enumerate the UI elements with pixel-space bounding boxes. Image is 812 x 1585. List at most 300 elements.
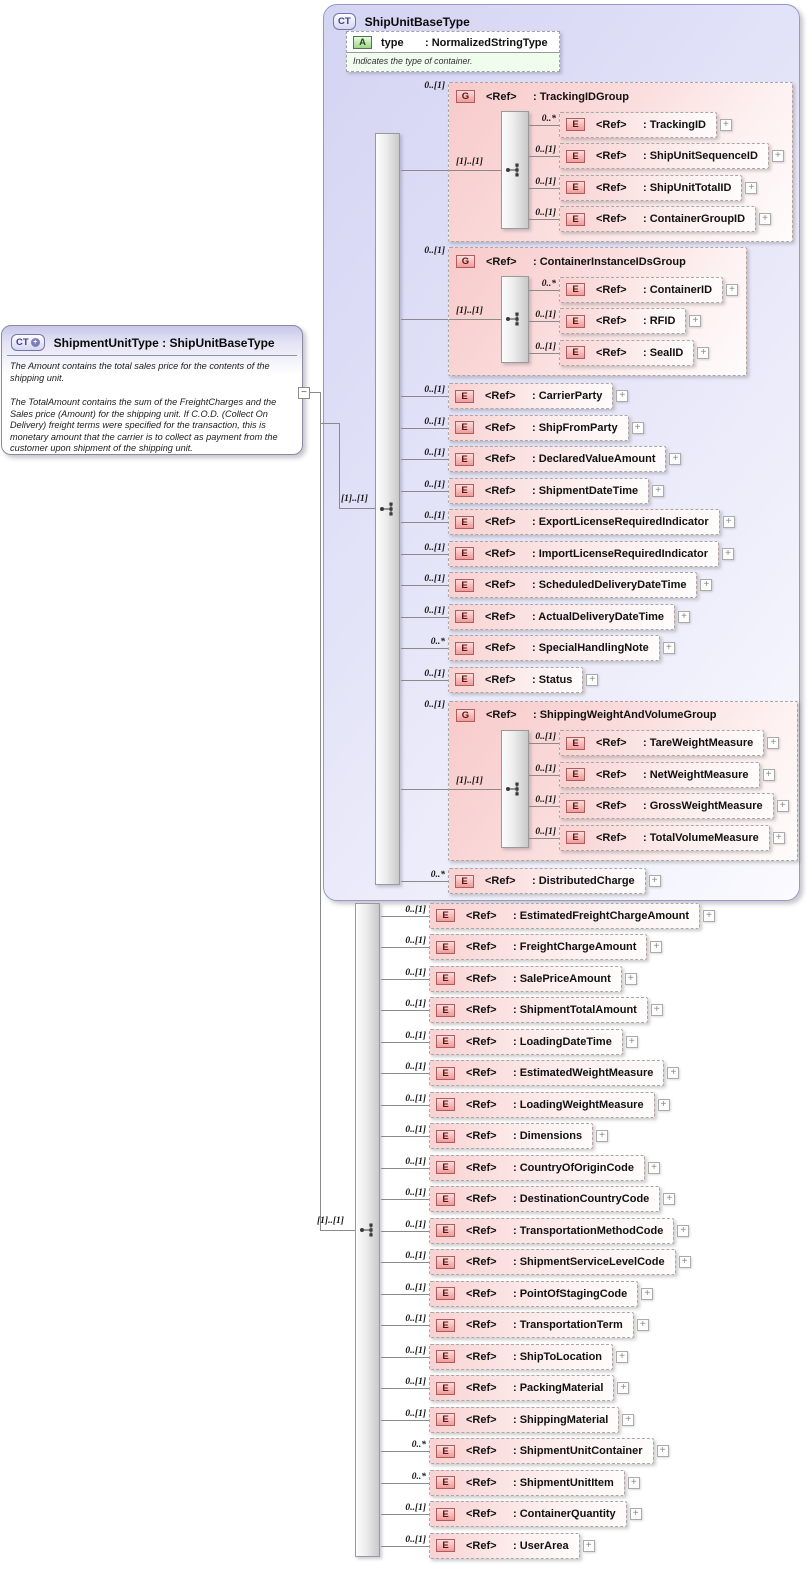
element-box[interactable] <box>559 308 686 334</box>
connector-line <box>529 822 559 854</box>
expand-icon[interactable]: + <box>641 1288 653 1300</box>
cardinality-label: 0..[1] <box>405 936 426 947</box>
group-badge: G <box>456 90 475 103</box>
element-row <box>401 444 805 476</box>
expand-icon[interactable]: + <box>617 1382 629 1394</box>
connector-line <box>529 274 559 306</box>
element-row <box>381 1373 812 1405</box>
sequence-bar <box>501 730 529 848</box>
connector-line <box>381 1215 429 1247</box>
element-name: : EstimatedWeightMeasure <box>513 1067 654 1080</box>
element-badge: E <box>436 1508 455 1521</box>
ref-label: <Ref> <box>466 1319 497 1332</box>
element-badge: E <box>566 800 585 813</box>
ref-label: <Ref> <box>596 315 627 328</box>
cardinality-label: 0..[1] <box>535 763 556 774</box>
element-badge: E <box>566 768 585 781</box>
element-badge: E <box>436 1413 455 1426</box>
expand-icon[interactable]: + <box>657 1445 669 1457</box>
sequence-bar <box>355 903 380 1557</box>
expand-icon[interactable]: + <box>663 642 675 654</box>
cardinality-label: 0..* <box>411 1440 426 1451</box>
group-row <box>401 247 805 376</box>
expand-icon[interactable]: + <box>649 875 661 887</box>
cardinality-label: 0..[1] <box>535 341 556 352</box>
cardinality-label: 0..[1] <box>424 668 445 679</box>
element-badge: E <box>455 673 474 686</box>
ref-label: <Ref> <box>485 421 516 434</box>
expand-icon[interactable]: + <box>632 422 644 434</box>
element-box[interactable] <box>429 934 647 960</box>
ref-label: <Ref> <box>486 709 517 721</box>
ref-label: <Ref> <box>466 1508 497 1521</box>
cardinality-label: 0..[1] <box>405 1156 426 1167</box>
cardinality-label: 0..[1] <box>424 416 445 427</box>
element-row <box>529 141 784 173</box>
ref-label: <Ref> <box>466 1476 497 1489</box>
expand-icon[interactable]: + <box>759 213 771 225</box>
cardinality-label: 0..[1] <box>405 1251 426 1262</box>
connector-line <box>401 570 448 602</box>
cardinality-label: 0..[1] <box>405 1503 426 1514</box>
element-row <box>401 507 805 539</box>
connector-line <box>401 538 448 570</box>
cardinality-label: 0..[1] <box>405 1219 426 1230</box>
cardinality-label: [1]..[1] <box>456 306 483 317</box>
connector-line <box>381 1247 429 1279</box>
cardinality-label: 0..[1] <box>405 1408 426 1419</box>
connector-line <box>401 247 448 376</box>
attribute-badge: A <box>353 36 372 49</box>
expand-icon[interactable]: + <box>586 674 598 686</box>
element-name: : ShippingMaterial <box>513 1413 609 1426</box>
connector-line <box>529 728 559 760</box>
element-name: : ExportLicenseRequiredIndicator <box>532 516 709 529</box>
element-box[interactable] <box>429 1123 593 1149</box>
element-badge: E <box>436 1319 455 1332</box>
cardinality-label: 0..[1] <box>405 967 426 978</box>
ref-label: <Ref> <box>596 800 627 813</box>
element-name: : LoadingWeightMeasure <box>513 1098 644 1111</box>
expand-icon[interactable]: + <box>622 1414 634 1426</box>
element-row <box>381 1089 812 1121</box>
expand-icon[interactable]: + <box>616 390 628 402</box>
connector-line <box>381 1058 429 1090</box>
element-box[interactable] <box>559 277 723 303</box>
element-box[interactable] <box>559 143 769 169</box>
element-name: : TrackingID <box>643 118 706 131</box>
ref-label: <Ref> <box>485 579 516 592</box>
expand-icon[interactable]: + <box>726 284 738 296</box>
expand-icon[interactable]: + <box>626 1036 638 1048</box>
cardinality-label: [1]..[1] <box>456 157 483 167</box>
element-name: : ShipmentUnitItem <box>513 1476 614 1489</box>
element-box[interactable] <box>448 635 660 661</box>
expand-icon[interactable]: + <box>679 1256 691 1268</box>
ref-label: <Ref> <box>596 118 627 131</box>
cardinality-label: 0..[1] <box>424 479 445 490</box>
element-name: : ShipFromParty <box>532 421 618 434</box>
cardinality-label: 0..[1] <box>535 176 556 187</box>
element-badge: E <box>455 453 474 466</box>
connector-line <box>401 701 448 861</box>
ref-label: <Ref> <box>596 768 627 781</box>
element-row <box>529 274 738 306</box>
ref-label: <Ref> <box>596 213 627 226</box>
ref-label: <Ref> <box>596 346 627 359</box>
extension-sequence <box>355 898 812 1562</box>
element-box[interactable] <box>429 1092 655 1118</box>
group-body <box>449 726 797 860</box>
element-badge: E <box>436 1539 455 1552</box>
element-box[interactable] <box>448 667 583 693</box>
ref-label: <Ref> <box>466 1287 497 1300</box>
element-box[interactable] <box>429 1344 613 1370</box>
cardinality-label: 0..[1] <box>424 542 445 553</box>
expand-icon[interactable]: + <box>583 1540 595 1552</box>
ref-label: <Ref> <box>486 90 517 103</box>
element-name: : DistributedCharge <box>532 875 635 888</box>
expand-icon[interactable]: + <box>767 737 779 749</box>
connector-line <box>381 1341 429 1373</box>
cardinality-label: 0..[1] <box>424 246 445 256</box>
connector-line <box>381 1467 429 1499</box>
element-row <box>529 204 784 236</box>
ref-label: <Ref> <box>485 610 516 623</box>
expand-icon[interactable]: + <box>763 769 775 781</box>
group-box[interactable] <box>448 82 793 242</box>
element-box[interactable] <box>429 1407 619 1433</box>
cardinality-label: 0..[1] <box>405 1093 426 1104</box>
element-box[interactable] <box>559 340 694 366</box>
element-row <box>401 475 805 507</box>
connector-line <box>381 1499 429 1531</box>
element-box[interactable] <box>448 604 675 630</box>
expand-icon[interactable]: + <box>630 1508 642 1520</box>
sequence-items <box>529 274 738 369</box>
expand-icon[interactable]: + <box>596 1130 608 1142</box>
connector-line <box>381 1184 429 1216</box>
ref-label: <Ref> <box>466 1224 497 1237</box>
element-box[interactable] <box>448 478 649 504</box>
element-box[interactable] <box>429 997 648 1023</box>
element-box[interactable] <box>448 509 720 535</box>
connector-line <box>381 1152 429 1184</box>
complex-type-badge <box>333 13 356 30</box>
cardinality-label: 0..[1] <box>535 310 556 321</box>
element-name: : PointOfStagingCode <box>513 1287 628 1300</box>
expand-icon[interactable]: + <box>625 973 637 985</box>
group-row <box>401 701 805 861</box>
attribute-row <box>347 32 559 52</box>
element-box[interactable] <box>429 1029 623 1055</box>
ref-label: <Ref> <box>485 642 516 655</box>
ref-label: <Ref> <box>466 1130 497 1143</box>
element-box[interactable] <box>559 730 764 756</box>
documentation <box>2 356 302 455</box>
expand-icon[interactable]: + <box>773 832 785 844</box>
expand-icon[interactable]: + <box>723 516 735 528</box>
element-box[interactable] <box>429 1470 625 1496</box>
attribute-box[interactable] <box>346 31 560 72</box>
element-box[interactable] <box>429 1218 674 1244</box>
ref-label: <Ref> <box>485 875 516 888</box>
element-badge: E <box>436 1256 455 1269</box>
expand-icon[interactable]: + <box>663 1193 675 1205</box>
expand-icon[interactable]: + <box>777 800 789 812</box>
ref-label: <Ref> <box>466 1539 497 1552</box>
element-box[interactable] <box>429 1281 638 1307</box>
element-name: : SealID <box>643 346 684 359</box>
ref-label: <Ref> <box>466 1098 497 1111</box>
ref-label: <Ref> <box>466 1350 497 1363</box>
element-badge: E <box>436 1382 455 1395</box>
expand-icon[interactable]: + <box>697 347 709 359</box>
element-box[interactable] <box>559 793 774 819</box>
cardinality-label: [1]..[1] <box>341 494 368 504</box>
element-row <box>381 1058 812 1090</box>
element-row <box>381 1152 812 1184</box>
group-row <box>401 82 805 242</box>
connector-line <box>401 444 448 476</box>
element-badge: E <box>436 1035 455 1048</box>
sequence-bar <box>501 276 529 363</box>
element-name: : Dimensions <box>513 1130 583 1143</box>
sequence-icon <box>505 312 524 327</box>
ref-label: <Ref> <box>466 972 497 985</box>
cardinality-label: 0..[1] <box>424 699 445 710</box>
element-box[interactable] <box>559 825 770 851</box>
element-name: : DeclaredValueAmount <box>532 453 656 466</box>
element-badge: E <box>436 941 455 954</box>
cardinality-label: [1]..[1] <box>456 775 483 786</box>
element-name: : TransportationTerm <box>513 1319 623 1332</box>
element-badge: E <box>455 875 474 888</box>
element-row <box>401 633 805 665</box>
expand-icon[interactable]: + <box>637 1319 649 1331</box>
element-name: : CountryOfOriginCode <box>513 1161 634 1174</box>
element-row <box>381 1026 812 1058</box>
element-row <box>381 1184 812 1216</box>
group-box[interactable] <box>448 247 747 376</box>
element-row <box>529 337 738 369</box>
element-box[interactable] <box>559 175 742 201</box>
element-row <box>401 412 805 444</box>
cardinality-label: 0..[1] <box>405 1314 426 1325</box>
cardinality-label: 0..[1] <box>405 1534 426 1545</box>
cardinality-label: 0..* <box>541 113 556 124</box>
element-name: : NetWeightMeasure <box>643 768 749 781</box>
element-box[interactable] <box>429 1186 660 1212</box>
element-box[interactable] <box>429 1249 676 1275</box>
element-name: : ShipToLocation <box>513 1350 603 1363</box>
ref-label: <Ref> <box>485 673 516 686</box>
expand-icon[interactable]: + <box>700 579 712 591</box>
connector-line <box>401 475 448 507</box>
connector-line <box>529 337 559 369</box>
ref-label: <Ref> <box>466 1382 497 1395</box>
expand-icon[interactable]: + <box>677 1225 689 1237</box>
element-badge: E <box>455 610 474 623</box>
ref-label: <Ref> <box>466 1035 497 1048</box>
group-name: : ContainerInstanceIDsGroup <box>533 255 686 268</box>
element-row <box>381 932 812 964</box>
connector-line <box>320 392 321 1231</box>
element-box[interactable] <box>559 112 717 138</box>
cardinality-label: 0..* <box>541 278 556 289</box>
expand-icon[interactable]: + <box>650 941 662 953</box>
connector-line <box>529 204 559 236</box>
ref-label: <Ref> <box>596 831 627 844</box>
element-row <box>401 570 805 602</box>
expand-icon[interactable]: + <box>648 1162 660 1174</box>
element-row <box>381 1310 812 1342</box>
element-box[interactable] <box>429 1312 634 1338</box>
element-box[interactable] <box>429 1060 664 1086</box>
group-body <box>449 107 792 241</box>
element-box[interactable] <box>448 383 613 409</box>
element-box[interactable] <box>448 868 646 894</box>
element-box[interactable] <box>429 1438 654 1464</box>
complex-type-plus-badge <box>11 334 45 351</box>
element-name: : LoadingDateTime <box>513 1035 612 1048</box>
element-badge: E <box>566 118 585 131</box>
connector-line <box>529 109 559 141</box>
element-name: : ContainerGroupID <box>643 213 746 226</box>
element-badge: E <box>566 283 585 296</box>
group-badge: G <box>456 709 475 722</box>
element-badge: E <box>436 1130 455 1143</box>
group-box[interactable] <box>448 701 798 861</box>
expand-icon[interactable]: + <box>616 1351 628 1363</box>
element-badge: E <box>455 484 474 497</box>
element-badge: E <box>455 579 474 592</box>
element-box[interactable] <box>429 1501 627 1527</box>
element-box[interactable] <box>429 966 622 992</box>
ref-label: <Ref> <box>596 737 627 750</box>
ref-label: <Ref> <box>466 1445 497 1458</box>
element-box[interactable] <box>429 1155 645 1181</box>
element-name: : ShipUnitSequenceID <box>643 150 758 163</box>
element-name: : TotalVolumeMeasure <box>643 831 759 844</box>
element-box[interactable] <box>448 541 719 567</box>
element-box[interactable] <box>448 415 629 441</box>
connector-line <box>401 82 448 242</box>
expand-icon[interactable]: + <box>689 315 701 327</box>
group-body <box>449 272 746 375</box>
cardinality-label: 0..[1] <box>535 826 556 837</box>
expand-icon[interactable]: + <box>652 485 664 497</box>
element-box[interactable] <box>429 1375 614 1401</box>
element-box[interactable] <box>448 572 697 598</box>
element-name: : ShipmentServiceLevelCode <box>513 1256 665 1269</box>
connector-line <box>381 995 429 1027</box>
element-badge: E <box>436 1067 455 1080</box>
element-box[interactable] <box>448 446 666 472</box>
base-type-header <box>324 5 799 33</box>
connector-line <box>339 423 340 509</box>
connector-line <box>320 1230 356 1231</box>
connector-line <box>381 1530 429 1562</box>
connector-line <box>381 1278 429 1310</box>
element-badge: E <box>455 516 474 529</box>
shipment-unit-type-box <box>1 325 303 455</box>
ref-label: <Ref> <box>466 1413 497 1426</box>
sequence <box>456 274 738 369</box>
element-badge: E <box>566 315 585 328</box>
connector-line <box>381 1026 429 1058</box>
connector-line <box>529 306 559 338</box>
cardinality-label: [1]..[1] <box>317 1216 344 1226</box>
expand-icon[interactable]: + <box>678 611 690 623</box>
element-box[interactable] <box>559 762 760 788</box>
element-badge: E <box>436 1476 455 1489</box>
expand-icon[interactable]: + <box>669 453 681 465</box>
attribute-name: type <box>381 36 404 49</box>
connector-line <box>401 412 448 444</box>
ref-label: <Ref> <box>466 1067 497 1080</box>
connector-line <box>529 791 559 823</box>
attribute-annotation: Indicates the type of container. <box>347 52 559 71</box>
connector-line <box>529 172 559 204</box>
element-name: : TareWeightMeasure <box>643 737 754 750</box>
element-box[interactable] <box>559 206 756 232</box>
expand-icon[interactable]: + <box>658 1099 670 1111</box>
cardinality-label: 0..[1] <box>424 511 445 522</box>
connector-line <box>320 423 340 424</box>
element-box[interactable] <box>429 903 700 929</box>
expand-icon[interactable]: + <box>651 1004 663 1016</box>
element-name: : ShipmentUnitContainer <box>513 1445 643 1458</box>
expand-icon[interactable]: + <box>667 1067 679 1079</box>
element-badge: E <box>436 1287 455 1300</box>
element-row <box>381 1215 812 1247</box>
element-row <box>381 1121 812 1153</box>
ref-label: <Ref> <box>466 1161 497 1174</box>
cardinality-label: 0..[1] <box>535 208 556 219</box>
ref-label: <Ref> <box>485 484 516 497</box>
cardinality-label: 0..[1] <box>405 1125 426 1136</box>
cardinality-label: 0..[1] <box>405 1345 426 1356</box>
connector-line <box>310 392 320 393</box>
group-header <box>449 702 797 726</box>
expand-icon[interactable]: + <box>720 119 732 131</box>
expand-icon[interactable]: + <box>745 182 757 194</box>
cardinality-label: 0..[1] <box>405 1282 426 1293</box>
expand-icon[interactable]: + <box>703 910 715 922</box>
cardinality-label: 0..[1] <box>424 81 445 91</box>
element-row <box>381 1467 812 1499</box>
ref-label: <Ref> <box>466 909 497 922</box>
cardinality-label: 0..* <box>430 870 445 881</box>
expand-icon[interactable]: + <box>772 150 784 162</box>
element-badge: E <box>455 642 474 655</box>
connector-line <box>381 1121 429 1153</box>
element-name: : DestinationCountryCode <box>513 1193 650 1206</box>
expand-icon[interactable]: + <box>628 1477 640 1489</box>
collapse-icon[interactable]: − <box>298 387 310 399</box>
element-name: : RFID <box>643 315 676 328</box>
ref-label: <Ref> <box>485 547 516 560</box>
element-name: : SalePriceAmount <box>513 972 611 985</box>
element-name: : EstimatedFreightChargeAmount <box>513 909 690 922</box>
connector-line <box>381 1436 429 1468</box>
base-sequence <box>375 76 805 897</box>
expand-icon[interactable]: + <box>722 548 734 560</box>
connector-line <box>339 508 376 509</box>
element-badge: E <box>436 972 455 985</box>
element-box[interactable] <box>429 1533 580 1559</box>
